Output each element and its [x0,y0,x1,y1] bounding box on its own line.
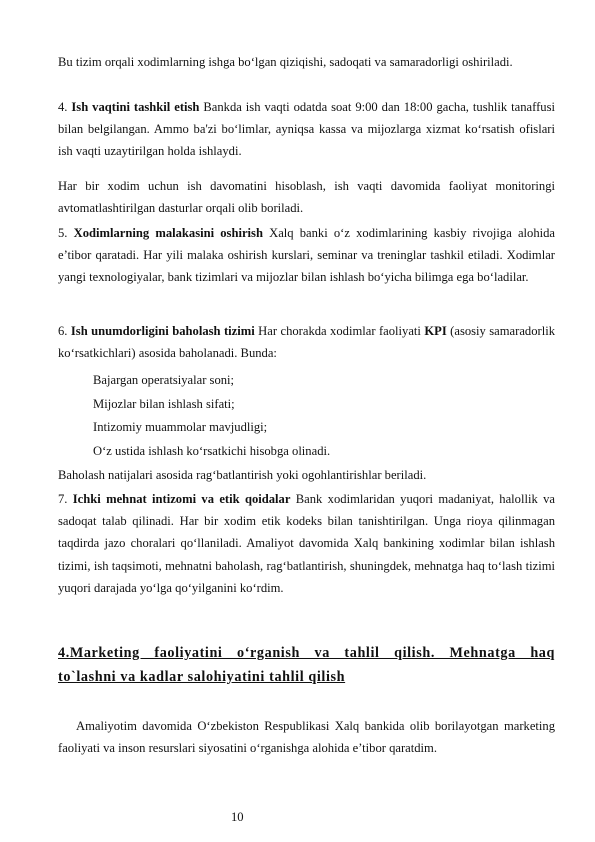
page-number: 10 [231,810,244,824]
item-title: Ichki mehnat intizomi va etik qoidalar [72,492,291,506]
paragraph-attendance [58,175,555,219]
item-number: 4. [58,100,68,114]
paragraph-text: Amaliyotim davomida O‘zbekiston Respublikasi Xalq bankida olib borilayotgan marketing faoliyati va inson resurslari siyosatini o‘rganishga alohida e’tibor qaratdim. [58,719,555,756]
list-item: Bajargan operatsiyalar soni; [93,373,235,387]
list-item: Mijozlar bilan ishlash sifati; [93,397,235,411]
item-title: Ish unumdorligini baholash tizimi [70,324,255,338]
paragraph-text: Baholash natijalari asosida rag‘batlantirish yoki ogohlantirishlar beriladi. [58,468,427,482]
list-item: Intizomiy muammolar mavjudligi; [93,420,268,434]
paragraph-text: Bank xodimlaridan yuqori madaniyat, halollik va sadoqat talab qilinadi. Har bir xodim etik kodeks bilan tanishtirilgan. Unga rioya qilinmagan taqdirda jazo choralari qo‘llaniladi. Amaliyot davomida Xalq bankining xodimlar bilan ishlash tizimi, ish taqsimoti, mehnatni baholash, rag‘batlantirish, shuningdek, mehnatga haq to‘lash tizimi yuqori darajada yo‘lga qo‘yilganini ko‘rdim. [58,492,555,595]
paragraph-work-time [58,96,555,163]
paragraph-results [58,464,555,486]
item-number: 5. [58,226,68,240]
item-title: Ish vaqtini tashkil etish [71,100,200,114]
paragraph-evaluation [58,320,555,364]
paragraph-intro [58,51,555,73]
kpi-label: KPI [424,324,447,338]
paragraph-text: Bankda ish vaqti odatda soat 9:00 dan 18:00 gacha, tushlik tanaffusi bilan belgilangan. Ammo ba'zi bo‘limlar, ayniqsa kassa va mijozlarga xizmat ko‘rsatish ofislari ish vaqti uzaytirilgan holda ishlaydi. [58,100,555,159]
heading-line-2: to`lashni va kadlar salohiyatini tahlil qilish [58,669,346,685]
list-item: O‘z ustida ishlash ko‘rsatkichi hisobga olinadi. [93,444,331,458]
paragraph-text: Har bir xodim uchun ish davomatini hisoblash, ish vaqti davomida faoliyat monitoringi avtomatlashtirilgan dasturlar orqali olib boriladi. [58,179,555,216]
paragraph-marketing [58,715,555,759]
paragraph-text: Har chorakda xodimlar faoliyati [258,324,421,338]
heading-line-1: 4.Marketing faoliyatini o‘rganish va tahlil qilish. Mehnatga haq [58,645,555,661]
paragraph-text: Xalq banki o‘z xodimlarining kasbiy rivojiga alohida e’tibor qaratadi. Har yili malaka oshirish kurslari, seminar va treninglar tashkil etiladi. Xodimlar yangi texnologiyalar, bank tizimlari va mijozlar bilan ishlash bo‘yicha bilimga ega bo‘ladilar. [58,226,556,285]
paragraph-discipline [58,488,555,599]
item-number: 7. [58,492,68,506]
section-heading [58,641,555,689]
item-title: Xodimlarning malakasini oshirish [73,226,263,240]
item-number: 6. [58,324,68,338]
paragraph-text: Bu tizim orqali xodimlarning ishga bo‘lgan qiziqishi, sadoqati va samaradorligi oshiriladi. [58,55,513,69]
paragraph-text: (asosiy samaradorlik ko‘rsatkichlari) asosida baholanadi. Bunda: [58,324,556,361]
paragraph-qualification [58,222,555,289]
